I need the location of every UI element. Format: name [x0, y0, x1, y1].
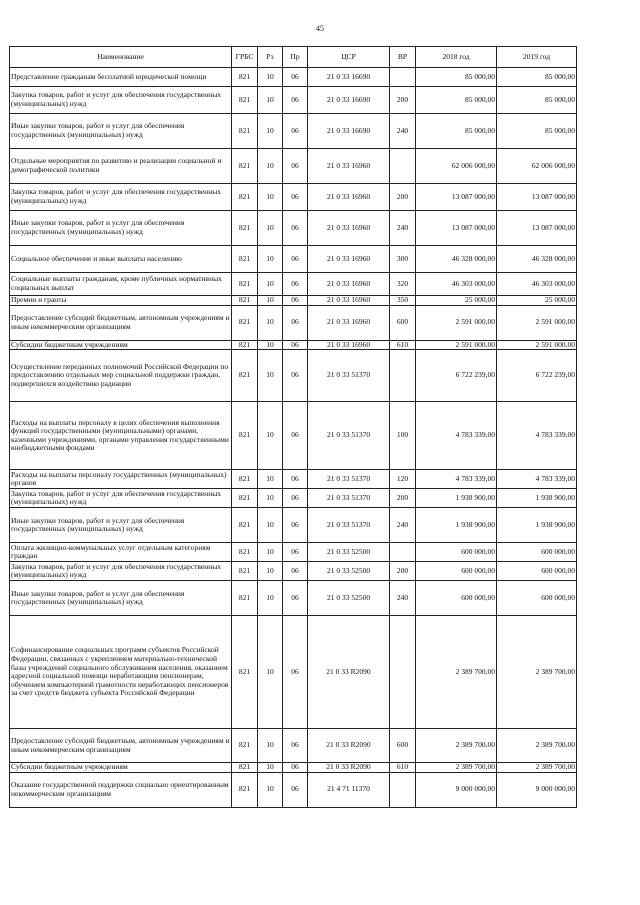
- row-csr: 21 0 33 52500: [308, 562, 390, 581]
- row-csr: 21 4 71 11370: [308, 772, 390, 807]
- row-name: Предоставление субсидий бюджетным, автономным учреждениям и иным некоммерческим организациям: [10, 729, 232, 763]
- table-row: [10, 508, 577, 543]
- row-2018: 13 087 000,00: [416, 211, 497, 246]
- row-2019: 6 722 239,00: [497, 350, 577, 402]
- row-2018: 2 591 000,00: [416, 305, 497, 340]
- row-name: Отдельные мероприятия по развитию и реализации социальной и демографической политики: [10, 149, 232, 184]
- row-pr: 06: [283, 616, 308, 729]
- row-rz: 10: [258, 68, 283, 87]
- row-csr: 21 0 33 16690: [308, 114, 390, 149]
- row-vr: 350: [390, 296, 416, 306]
- table-row: [10, 68, 577, 87]
- row-csr: 21 0 33 16960: [308, 273, 390, 296]
- header-rz: Рз: [258, 47, 283, 68]
- table-row: [10, 87, 577, 114]
- row-2019: 13 087 000,00: [497, 211, 577, 246]
- row-vr: 200: [390, 184, 416, 211]
- row-rz: 10: [258, 350, 283, 402]
- row-pr: 06: [283, 581, 308, 616]
- row-vr: 240: [390, 508, 416, 543]
- row-csr: 21 0 33 51370: [308, 350, 390, 402]
- row-rz: 10: [258, 581, 283, 616]
- header-pr: Пр: [283, 47, 308, 68]
- budget-table: [9, 46, 577, 808]
- row-2018: 6 722 239,00: [416, 350, 497, 402]
- header-2019: 2019 год: [497, 47, 577, 68]
- row-vr: [390, 772, 416, 807]
- row-2019: 4 783 339,00: [497, 470, 577, 489]
- row-2018: 2 389 700,00: [416, 729, 497, 763]
- row-name: Софинансирование социальных программ субъектов Российской Федерации, связанных с укреплением материально-технической базы учреждений социального обслуживания населения, оказанием адресной социальной помощи неработающим пенсионерам, обучением компьютерной грамотности неработающих пенсионеров за счет средств бюджета субъекта Российской Федерации: [10, 616, 232, 729]
- row-grbs: 821: [232, 246, 258, 273]
- row-name: Закупка товаров, работ и услуг для обеспечения государственных (муниципальных) нужд: [10, 562, 232, 581]
- row-pr: 06: [283, 350, 308, 402]
- row-csr: 21 0 33 52500: [308, 543, 390, 562]
- row-csr: 21 0 33 16960: [308, 296, 390, 306]
- table-row: [10, 149, 577, 184]
- row-vr: 240: [390, 114, 416, 149]
- row-2019: 4 783 339,00: [497, 402, 577, 470]
- row-rz: 10: [258, 273, 283, 296]
- row-csr: 21 0 33 51370: [308, 402, 390, 470]
- row-rz: 10: [258, 305, 283, 340]
- row-2018: 2 389 700,00: [416, 616, 497, 729]
- row-grbs: 821: [232, 508, 258, 543]
- table-row: [10, 470, 577, 489]
- row-name: Закупка товаров, работ и услуг для обеспечения государственных (муниципальных) нужд: [10, 184, 232, 211]
- header-csr: ЦСР: [308, 47, 390, 68]
- row-csr: 21 0 33 16960: [308, 149, 390, 184]
- row-grbs: 821: [232, 211, 258, 246]
- table-row: [10, 562, 577, 581]
- row-grbs: 821: [232, 340, 258, 350]
- row-csr: 21 0 33 51370: [308, 489, 390, 508]
- table-row: [10, 305, 577, 340]
- row-2019: 85 000,00: [497, 87, 577, 114]
- table-row: [10, 246, 577, 273]
- row-2018: 4 783 339,00: [416, 402, 497, 470]
- row-name: Иные закупки товаров, работ и услуг для обеспечения государственных (муниципальных) нужд: [10, 211, 232, 246]
- row-grbs: 821: [232, 581, 258, 616]
- row-csr: 21 0 33 R2090: [308, 729, 390, 763]
- row-rz: 10: [258, 211, 283, 246]
- row-grbs: 821: [232, 402, 258, 470]
- row-vr: 600: [390, 729, 416, 763]
- row-grbs: 821: [232, 562, 258, 581]
- row-pr: 06: [283, 184, 308, 211]
- table-row: [10, 114, 577, 149]
- row-grbs: 821: [232, 729, 258, 763]
- row-2018: 46 303 000,00: [416, 273, 497, 296]
- row-vr: [390, 616, 416, 729]
- row-2019: 46 328 000,00: [497, 246, 577, 273]
- row-name: Иные закупки товаров, работ и услуг для обеспечения государственных (муниципальных) нужд: [10, 114, 232, 149]
- row-2019: 1 938 900,00: [497, 489, 577, 508]
- row-name: Расходы на выплаты персоналу в целях обеспечения выполнения функций государственными (муниципальными) органами, казенными учреждениями, органами управления государственными внебюджетными фондами: [10, 402, 232, 470]
- table-row: [10, 350, 577, 402]
- row-pr: 06: [283, 273, 308, 296]
- row-pr: 06: [283, 211, 308, 246]
- row-rz: 10: [258, 562, 283, 581]
- row-csr: 21 0 33 R2090: [308, 616, 390, 729]
- row-rz: 10: [258, 508, 283, 543]
- row-2018: 1 938 900,00: [416, 489, 497, 508]
- row-name: Представление гражданам бесплатной юридической помощи: [10, 68, 232, 87]
- row-pr: 06: [283, 114, 308, 149]
- row-2019: 600 000,00: [497, 581, 577, 616]
- table-row: [10, 184, 577, 211]
- row-vr: 610: [390, 340, 416, 350]
- row-grbs: 821: [232, 68, 258, 87]
- row-rz: 10: [258, 87, 283, 114]
- row-vr: 120: [390, 470, 416, 489]
- row-pr: 06: [283, 508, 308, 543]
- header-name: Наименование: [10, 47, 232, 68]
- table-row: [10, 543, 577, 562]
- header-2018: 2018 год: [416, 47, 497, 68]
- row-name: Оказание государственной поддержки социально ориентированным некоммерческим организациям: [10, 772, 232, 807]
- row-grbs: 821: [232, 489, 258, 508]
- row-pr: 06: [283, 87, 308, 114]
- row-rz: 10: [258, 772, 283, 807]
- row-name: Иные закупки товаров, работ и услуг для обеспечения государственных (муниципальных) нужд: [10, 581, 232, 616]
- row-rz: 10: [258, 340, 283, 350]
- row-csr: 21 0 33 16960: [308, 246, 390, 273]
- row-vr: [390, 350, 416, 402]
- row-rz: 10: [258, 402, 283, 470]
- row-2019: 600 000,00: [497, 543, 577, 562]
- row-name: Премии и гранты: [10, 296, 232, 306]
- row-pr: 06: [283, 772, 308, 807]
- row-2018: 13 087 000,00: [416, 184, 497, 211]
- row-2019: 2 389 700,00: [497, 729, 577, 763]
- row-2018: 25 000,00: [416, 296, 497, 306]
- page-number: 45: [316, 24, 324, 33]
- table-row: [10, 296, 577, 306]
- row-vr: 240: [390, 211, 416, 246]
- row-vr: 200: [390, 87, 416, 114]
- row-csr: 21 0 33 16690: [308, 68, 390, 87]
- header-row: [10, 47, 577, 68]
- row-2018: 85 000,00: [416, 68, 497, 87]
- table-row: [10, 729, 577, 763]
- table-row: [10, 763, 577, 773]
- table-row: [10, 489, 577, 508]
- row-csr: 21 0 33 52500: [308, 581, 390, 616]
- row-grbs: 821: [232, 772, 258, 807]
- row-2019: 13 087 000,00: [497, 184, 577, 211]
- row-2018: 600 000,00: [416, 562, 497, 581]
- row-vr: 610: [390, 763, 416, 773]
- row-pr: 06: [283, 340, 308, 350]
- row-vr: 200: [390, 562, 416, 581]
- row-rz: 10: [258, 184, 283, 211]
- row-pr: 06: [283, 763, 308, 773]
- row-pr: 06: [283, 68, 308, 87]
- header-grbs: ГРБС: [232, 47, 258, 68]
- row-name: Закупка товаров, работ и услуг для обеспечения государственных (муниципальных) нужд: [10, 87, 232, 114]
- row-vr: 200: [390, 489, 416, 508]
- row-vr: 320: [390, 273, 416, 296]
- row-grbs: 821: [232, 470, 258, 489]
- row-rz: 10: [258, 729, 283, 763]
- row-2019: 46 303 000,00: [497, 273, 577, 296]
- row-2019: 600 000,00: [497, 562, 577, 581]
- table-row: [10, 402, 577, 470]
- row-pr: 06: [283, 305, 308, 340]
- row-rz: 10: [258, 763, 283, 773]
- row-2018: 85 000,00: [416, 114, 497, 149]
- row-rz: 10: [258, 114, 283, 149]
- row-2018: 2 591 000,00: [416, 340, 497, 350]
- table-row: [10, 340, 577, 350]
- row-grbs: 821: [232, 149, 258, 184]
- table-row: [10, 581, 577, 616]
- row-name: Расходы на выплаты персоналу государственных (муниципальных) органов: [10, 470, 232, 489]
- row-csr: 21 0 33 16960: [308, 340, 390, 350]
- row-pr: 06: [283, 470, 308, 489]
- table-row: [10, 772, 577, 807]
- row-name: Социальные выплаты гражданам, кроме публичных нормативных социальных выплат: [10, 273, 232, 296]
- row-name: Оплата жилищно-коммунальных услуг отдельным категориям граждан: [10, 543, 232, 562]
- row-2019: 2 591 000,00: [497, 305, 577, 340]
- row-2018: 600 000,00: [416, 581, 497, 616]
- row-rz: 10: [258, 543, 283, 562]
- row-csr: 21 0 33 16960: [308, 211, 390, 246]
- row-2019: 9 000 000,00: [497, 772, 577, 807]
- row-vr: 240: [390, 581, 416, 616]
- row-vr: 300: [390, 246, 416, 273]
- row-2019: 1 938 900,00: [497, 508, 577, 543]
- row-name: Иные закупки товаров, работ и услуг для обеспечения государственных (муниципальных) нужд: [10, 508, 232, 543]
- row-csr: 21 0 33 16960: [308, 184, 390, 211]
- row-grbs: 821: [232, 763, 258, 773]
- row-pr: 06: [283, 296, 308, 306]
- row-2019: 85 000,00: [497, 68, 577, 87]
- row-name: Субсидии бюджетным учреждениям: [10, 340, 232, 350]
- row-grbs: 821: [232, 184, 258, 211]
- row-grbs: 821: [232, 273, 258, 296]
- row-name: Предоставление субсидий бюджетным, автономным учреждениям и иным некоммерческим организациям: [10, 305, 232, 340]
- table-row: [10, 273, 577, 296]
- row-pr: 06: [283, 489, 308, 508]
- row-name: Закупка товаров, работ и услуг для обеспечения государственных (муниципальных) нужд: [10, 489, 232, 508]
- row-2018: 1 938 900,00: [416, 508, 497, 543]
- row-2018: 2 389 700,00: [416, 763, 497, 773]
- row-pr: 06: [283, 246, 308, 273]
- row-csr: 21 0 33 51370: [308, 470, 390, 489]
- row-csr: 21 0 33 16690: [308, 87, 390, 114]
- row-rz: 10: [258, 616, 283, 729]
- row-grbs: 821: [232, 616, 258, 729]
- row-2019: 85 000,00: [497, 114, 577, 149]
- row-2018: 9 000 000,00: [416, 772, 497, 807]
- row-csr: 21 0 33 R2090: [308, 763, 390, 773]
- row-grbs: 821: [232, 305, 258, 340]
- header-vr: ВР: [390, 47, 416, 68]
- row-2018: 85 000,00: [416, 87, 497, 114]
- row-rz: 10: [258, 470, 283, 489]
- row-2019: 2 389 700,00: [497, 616, 577, 729]
- row-grbs: 821: [232, 296, 258, 306]
- row-vr: 600: [390, 305, 416, 340]
- row-rz: 10: [258, 149, 283, 184]
- row-2019: 25 000,00: [497, 296, 577, 306]
- row-grbs: 821: [232, 350, 258, 402]
- row-grbs: 821: [232, 543, 258, 562]
- row-name: Осуществление переданных полномочий Российской Федерации по предоставлению отдельных мер социальной поддержки граждан, подвергшихся воздействию радиации: [10, 350, 232, 402]
- row-vr: [390, 543, 416, 562]
- row-pr: 06: [283, 149, 308, 184]
- row-csr: 21 0 33 16960: [308, 305, 390, 340]
- row-2019: 2 591 000,00: [497, 340, 577, 350]
- row-name: Социальное обеспечение и иные выплаты населению: [10, 246, 232, 273]
- row-pr: 06: [283, 543, 308, 562]
- row-vr: [390, 68, 416, 87]
- row-2018: 4 783 339,00: [416, 470, 497, 489]
- row-name: Субсидии бюджетным учреждениям: [10, 763, 232, 773]
- row-grbs: 821: [232, 87, 258, 114]
- table-row: [10, 211, 577, 246]
- table-row: [10, 616, 577, 729]
- row-pr: 06: [283, 562, 308, 581]
- row-vr: [390, 149, 416, 184]
- row-rz: 10: [258, 489, 283, 508]
- row-2018: 600 000,00: [416, 543, 497, 562]
- row-2018: 46 328 000,00: [416, 246, 497, 273]
- row-2018: 62 006 000,00: [416, 149, 497, 184]
- row-vr: 100: [390, 402, 416, 470]
- row-pr: 06: [283, 729, 308, 763]
- row-grbs: 821: [232, 114, 258, 149]
- row-2019: 2 389 700,00: [497, 763, 577, 773]
- row-csr: 21 0 33 51370: [308, 508, 390, 543]
- row-2019: 62 006 000,00: [497, 149, 577, 184]
- row-pr: 06: [283, 402, 308, 470]
- row-rz: 10: [258, 296, 283, 306]
- row-rz: 10: [258, 246, 283, 273]
